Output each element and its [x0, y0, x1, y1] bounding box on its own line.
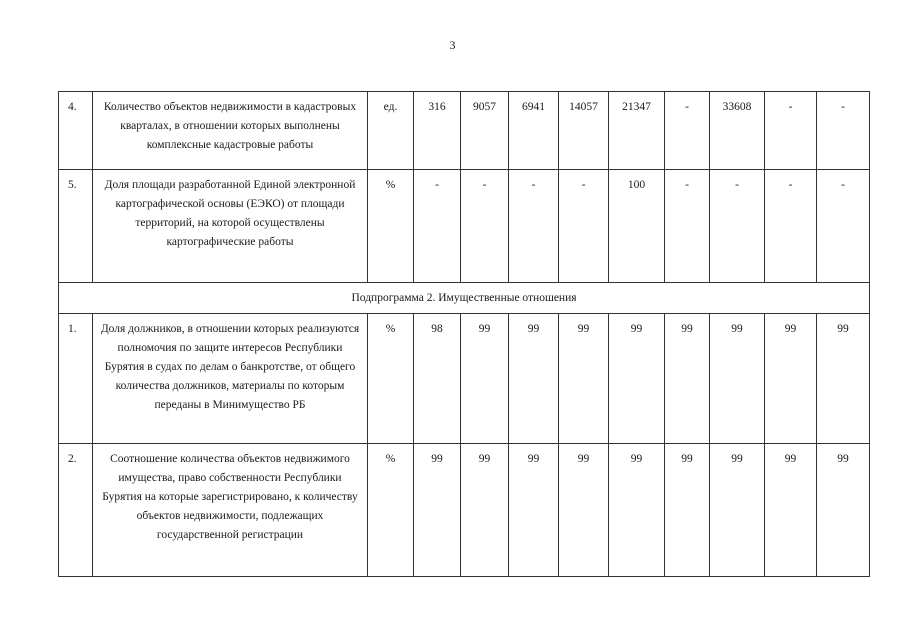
value-cell: 99	[461, 444, 509, 577]
row-number: 4.	[59, 92, 93, 170]
row-number: 5.	[59, 170, 93, 283]
value-cell: 100	[609, 170, 665, 283]
indicators-table	[58, 91, 870, 577]
value-cell: 99	[609, 444, 665, 577]
value-cell: 99	[817, 314, 870, 444]
table-row	[59, 314, 870, 444]
value-cell: 99	[665, 444, 710, 577]
value-cell: -	[509, 170, 559, 283]
value-cell: 99	[509, 444, 559, 577]
section-row	[59, 283, 870, 314]
value-cell: -	[710, 170, 765, 283]
row-number: 1.	[59, 314, 93, 444]
value-cell: 98	[414, 314, 461, 444]
unit-cell: %	[368, 170, 414, 283]
value-cell: 9057	[461, 92, 509, 170]
value-cell: 99	[461, 314, 509, 444]
value-cell: 99	[559, 314, 609, 444]
value-cell: 99	[765, 314, 817, 444]
value-cell: -	[817, 170, 870, 283]
value-cell: -	[665, 92, 710, 170]
value-cell: 14057	[559, 92, 609, 170]
value-cell: 99	[559, 444, 609, 577]
value-cell: 99	[765, 444, 817, 577]
value-cell: -	[765, 92, 817, 170]
value-cell: -	[414, 170, 461, 283]
indicator-name: Соотношение количества объектов недвижимого имущества, право собственности Республики Бурятия на которые зарегистрировано, к количеству объектов недвижимости, подлежащих государственной регистрации	[93, 444, 368, 577]
table-row	[59, 170, 870, 283]
unit-cell: %	[368, 314, 414, 444]
table-row	[59, 92, 870, 170]
value-cell: -	[461, 170, 509, 283]
table-row	[59, 444, 870, 577]
section-title: Подпрограмма 2. Имущественные отношения	[59, 283, 870, 314]
value-cell: -	[665, 170, 710, 283]
value-cell: 99	[665, 314, 710, 444]
value-cell: -	[817, 92, 870, 170]
value-cell: 99	[710, 314, 765, 444]
unit-cell: %	[368, 444, 414, 577]
value-cell: 316	[414, 92, 461, 170]
indicator-name: Доля площади разработанной Единой электронной картографической основы (ЕЭКО) от площади территорий, на которой осуществлены картографические работы	[93, 170, 368, 283]
unit-cell: ед.	[368, 92, 414, 170]
value-cell: 21347	[609, 92, 665, 170]
indicator-name: Количество объектов недвижимости в кадастровых кварталах, в отношении которых выполнены комплексные кадастровые работы	[93, 92, 368, 170]
value-cell: 99	[609, 314, 665, 444]
value-cell: 6941	[509, 92, 559, 170]
value-cell: 33608	[710, 92, 765, 170]
value-cell: -	[765, 170, 817, 283]
value-cell: 99	[710, 444, 765, 577]
value-cell: 99	[817, 444, 870, 577]
value-cell: 99	[414, 444, 461, 577]
indicator-name: Доля должников, в отношении которых реализуются полномочия по защите интересов Республики Бурятия в судах по делам о банкротстве, от общего количества должников, материалы по которым переданы в Минимущество РБ	[93, 314, 368, 444]
page-number: 3	[449, 38, 456, 52]
value-cell: -	[559, 170, 609, 283]
value-cell: 99	[509, 314, 559, 444]
row-number: 2.	[59, 444, 93, 577]
